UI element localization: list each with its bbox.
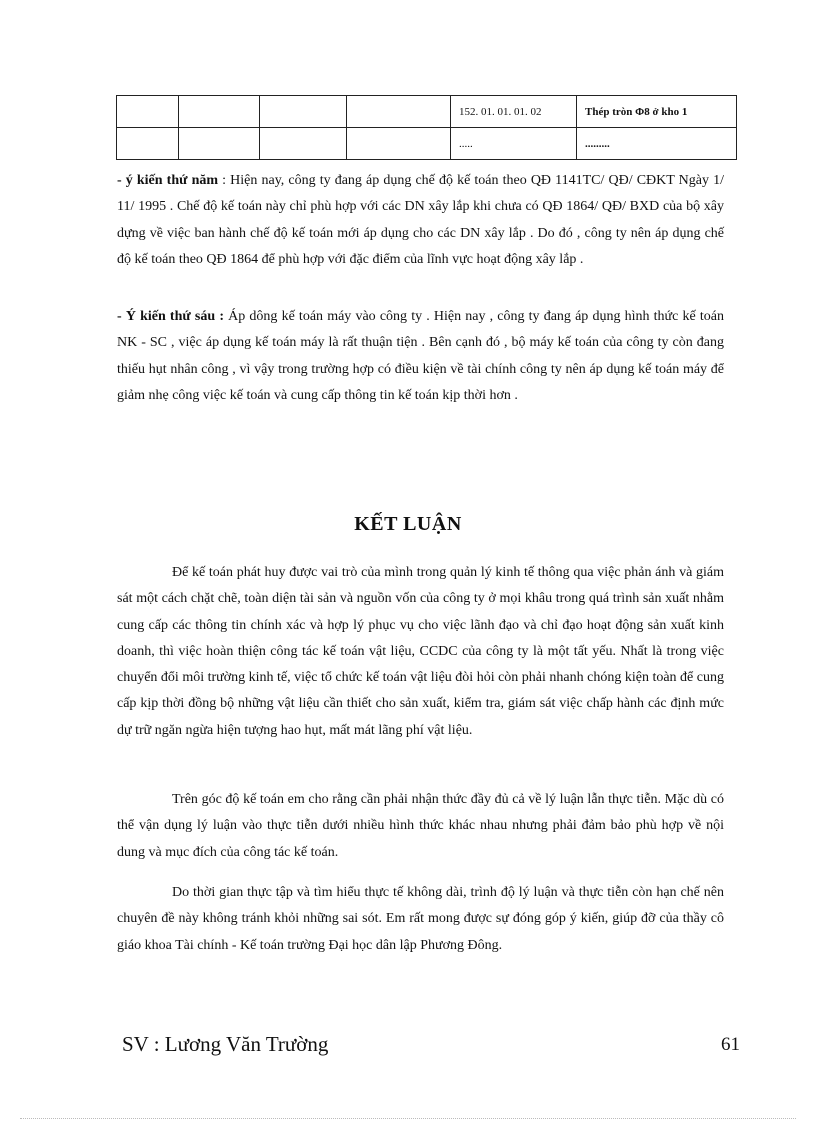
table-cell (179, 96, 260, 128)
conclusion-paragraph-1: Để kế toán phát huy được vai trò của mình trong quản lý kinh tế thông qua việc phản ánh và giám sát một cách chặt chẽ, toàn diện tài sản và nguồn vốn của công ty ở mọi khâu trong quá trình sản xuất nhằm cung cấp các thông tin chính xác và hợp lý phục vụ cho việc lãnh đạo và chỉ đạo hoạt động sản xuất kinh doanh, thì việc hoàn thiện công tác kế toán vật liệu, CCDC của công ty là một tất yếu. Nhất là trong việc chuyển đổi môi trường kinh tế, việc tổ chức kế toán vật liệu đòi hỏi còn phải nhanh chóng kiện toàn để cung cấp kịp thời đồng bộ những vật liệu cần thiết cho sản xuất, kiểm tra, giám sát việc chấp hành các định mức dự trữ ngăn ngừa hiện tượng hao hụt, mất mát lãng phí vật liệu. (117, 565, 724, 738)
table-cell (347, 96, 451, 128)
conclusion-paragraph-2: Trên góc độ kế toán em cho rằng cần phải nhận thức đầy đủ cả về lý luận lẫn thực tiễn. Mặc dù có thể vận dụng lý luận vào thực tiễn dưới nhiều hình thức khác nhau nhưng phải đảm bảo phù hợp về nội dung và mục đích của công tác kế toán. (117, 792, 724, 860)
opinion-six-text: Áp dông kế toán máy vào công ty . Hiện nay , công ty đang áp dụng hình thức kế toán NK - SC , việc áp dụng kế toán máy là rất thuận tiện . Bên cạnh đó , bộ máy kế toán của công ty còn đang thiếu hụt nhân công , vì vậy trong trường hợp có điều kiện về tài chính công ty nên áp dụng kế toán máy để giảm nhẹ công việc kế toán và cung cấp thông tin kế toán kịp thời hơn . (117, 309, 724, 403)
opinion-five-text: : Hiện nay, công ty đang áp dụng chế độ kế toán theo QĐ 1141TC/ QĐ/ CĐKT Ngày 1/ 11/ 1995 . Chế độ kế toán này chỉ phù hợp với các DN xây lắp khi chưa có QĐ 1864/ QĐ/ BXD của bộ xây dựng về việc ban hành chế độ kế toán mới áp dụng cho các DN xây lắp . Do đó , công ty nên áp dụng chế độ kế toán theo QĐ 1864 để phù hợp với đặc điểm của lĩnh vực hoạt động xây lắp . (117, 173, 725, 267)
opinion-six-paragraph (117, 304, 724, 409)
account-table (116, 95, 737, 160)
table-cell (260, 128, 347, 160)
account-name-cell: Thép tròn Φ8 ở kho 1 (577, 96, 737, 128)
table-row (117, 128, 737, 160)
table-cell (347, 128, 451, 160)
table-cell (260, 96, 347, 128)
opinion-six-label: - Ý kiến thứ sáu : (117, 309, 224, 324)
conclusion-paragraph-3: Do thời gian thực tập và tìm hiểu thực tế không dài, trình độ lý luận và thực tiễn còn hạn chế nên chuyên đề này không tránh khỏi những sai sót. Em rất mong được sự đóng góp ý kiến, giúp đỡ của thầy cô giáo khoa Tài chính - Kế toán trường Đại học dân lập Phương Đông. (117, 885, 724, 953)
account-code-cell: 152. 01. 01. 01. 02 (451, 96, 577, 128)
table-cell (179, 128, 260, 160)
table-row (117, 96, 737, 128)
table-cell (117, 128, 179, 160)
page-number: 61 (721, 1034, 740, 1055)
opinion-five-label: - ý kiến thứ năm (117, 173, 219, 188)
opinion-five-paragraph (117, 168, 724, 273)
account-code-cell: ..... (451, 128, 577, 160)
table-cell (117, 96, 179, 128)
page-bottom-divider (20, 1118, 796, 1119)
footer-author: SV : Lương Văn Trường (122, 1032, 329, 1056)
conclusion-heading: KẾT LUẬN (354, 513, 462, 535)
account-name-cell: ......... (577, 128, 737, 160)
